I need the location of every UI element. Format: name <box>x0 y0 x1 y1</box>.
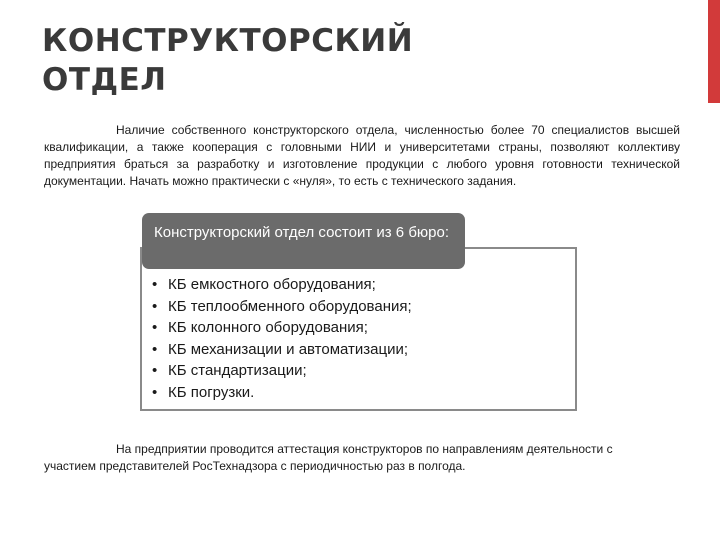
slide-title <box>42 22 413 100</box>
bureau-list <box>152 274 412 404</box>
bureau-label: КБ теплообменного оборудования; <box>168 297 412 315</box>
bureau-label: КБ стандартизации; <box>168 362 307 380</box>
bureau-label: КБ колонного оборудования; <box>168 319 368 337</box>
list-item <box>152 360 412 382</box>
bureau-label: КБ погрузки. <box>168 383 255 401</box>
bureau-label: КБ механизации и автоматизации; <box>168 340 409 358</box>
bullet: • <box>152 319 158 337</box>
list-item <box>152 274 412 296</box>
list-item <box>152 317 412 339</box>
bullet: • <box>152 383 158 401</box>
bullet: • <box>152 362 158 380</box>
intro-paragraph: Наличие собственного конструкторского отдела, численностью более 70 специалистов высшей квалификации, а также кооперация с головными НИИ и университетами страны, позволяют коллективу предприятия браться за разработку и изготовление продукции с любого уровня готовности технической документации. Начать можно практически с «нуля», то есть с технического задания. <box>44 123 680 188</box>
bureau-callout: Конструкторский отдел состоит из 6 бюро: <box>142 213 465 269</box>
slide-title-line-2: ОТДЕЛ <box>42 62 167 98</box>
list-item <box>152 382 412 404</box>
list-item <box>152 339 412 361</box>
slide-title-line-1: КОНСТРУКТОРСКИЙ <box>42 23 414 59</box>
bullet: • <box>152 276 158 293</box>
bureau-label: КБ емкостного оборудования; <box>168 276 376 293</box>
bullet: • <box>152 340 158 358</box>
accent-bar <box>708 0 720 103</box>
outro-paragraph: На предприятии проводится аттестация конструкторов по направлениям деятельности с участием представителей РосТехнадзора с периодичностью раз в полгода. <box>44 442 613 473</box>
list-item <box>152 296 412 318</box>
bullet: • <box>152 297 158 315</box>
